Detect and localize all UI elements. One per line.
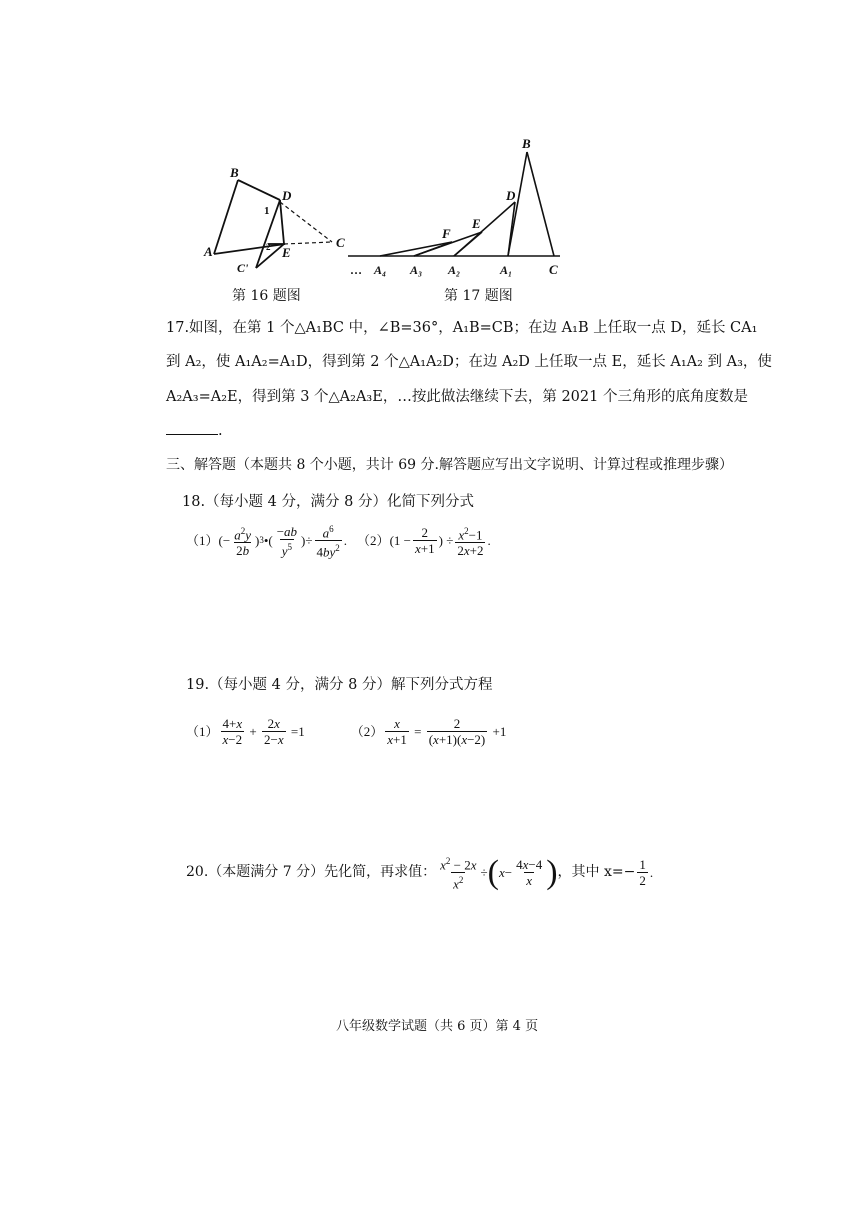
- figure-16-diagram: [200, 158, 360, 288]
- fig16-label-C: C: [336, 235, 345, 250]
- q19-part2-label: （2）: [350, 724, 384, 739]
- q18-expressions: [186, 522, 491, 560]
- figure-16-caption: 第 16 题图: [232, 288, 301, 304]
- q20-expression: $\frac{x^2 - 2x}{x^2}$ ÷ ( x − $\frac{4x-4}{x}$ ): [440, 853, 558, 892]
- fig16-label-A: A: [204, 244, 213, 259]
- fig17-label-D: D: [506, 188, 516, 203]
- fig16-label-E: E: [282, 245, 291, 260]
- fig17-label-A4: A₄: [374, 263, 387, 277]
- q17-answer-blank: [166, 426, 218, 435]
- fig17-label-dots: …: [350, 263, 362, 277]
- q20: [186, 854, 653, 892]
- q17-line-2: 到 A₂，使 A₁A₂=A₁D，得到第 2 个△A₁A₂D；在边 A₂D 上任取一点 E，延长 A₁A₂ 到 A₃，使: [166, 354, 772, 370]
- fig17-label-C: C: [549, 262, 558, 277]
- fig17-label-A2: A₂: [448, 263, 461, 277]
- figure-17: [340, 132, 580, 282]
- q17-line-1: 17.如图，在第 1 个△A₁BC 中，∠B=36°，A₁B=CB；在边 A₁B 上任取一点 D，延长 CA₁: [166, 320, 758, 336]
- q18-part1-expression: (− $\frac{a^2y}{2b}$ ) 3 •( $\frac{-ab}{y^5}$ )÷ $\frac{a^6}{4by^2}$ .: [218, 523, 348, 560]
- q18-part2-label: （2）: [357, 533, 390, 549]
- q19-part1-equation: $\frac{4+x}{x-2}$ + $\frac{2x}{2-x}$ =1: [222, 716, 305, 747]
- q18-part1-label: （1）: [186, 533, 219, 549]
- fig17-label-F: F: [442, 226, 451, 241]
- q20-suffix: ，其中 x=−: [557, 864, 636, 881]
- figure-17-diagram: [340, 132, 580, 282]
- fig16-label-D: D: [282, 188, 292, 203]
- fig16-label-2: 2: [266, 242, 271, 252]
- q19-part1-label: （1）: [186, 724, 219, 739]
- fig17-label-A3: A₃: [410, 263, 423, 277]
- section-3-heading: 三、解答题（本题共 8 个小题，共计 69 分.解答题应写出文字说明、计算过程或推理步骤）: [166, 457, 733, 473]
- fig16-label-Cprime: C': [237, 261, 249, 275]
- q18-part2-expression: (1 − $\frac{2}{x+1}$ ) ÷ $\frac{x^2-1}{2x+2}$ .: [389, 525, 491, 558]
- figure-16: [200, 158, 360, 288]
- fig17-label-B: B: [522, 136, 531, 151]
- q19-expressions: [186, 716, 506, 747]
- q18-title: 18.（每小题 4 分，满分 8 分）化简下列分式: [182, 494, 474, 510]
- page-footer: 八年级数学试题（共 6 页）第 4 页: [336, 1019, 539, 1034]
- q17-line-4-end: .: [218, 423, 223, 439]
- q17-answer-line: [166, 422, 223, 441]
- fig16-label-B: B: [230, 165, 239, 180]
- q19-title: 19.（每小题 4 分，满分 8 分）解下列分式方程: [186, 677, 493, 693]
- q20-value: $\frac{1}{2}$ .: [639, 857, 654, 889]
- q19-part2-equation: $\frac{x}{x+1}$ = $\frac{2}{(x+1)(x-2)}$ +1: [387, 716, 507, 747]
- fig17-label-A1: A₁: [500, 263, 513, 277]
- fig17-label-E: E: [472, 216, 481, 231]
- fig16-label-1: 1: [264, 205, 270, 217]
- figure-17-caption: 第 17 题图: [444, 288, 513, 304]
- q17-line-3: A₂A₃=A₂E，得到第 3 个△A₂A₃E，…按此做法继续下去，第 2021 个三角形的底角度数是: [166, 389, 748, 405]
- q20-prefix: 20.（本题满分 7 分）先化简，再求值：: [186, 864, 437, 881]
